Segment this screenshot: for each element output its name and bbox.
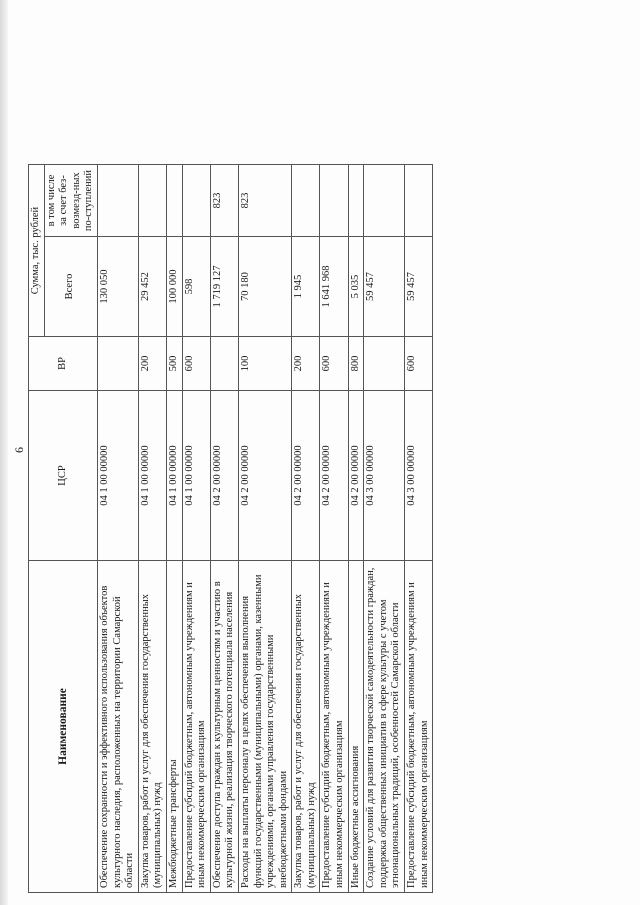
row-csr: 04 2 00 00000 [292,391,320,561]
table-row [97,165,138,893]
table-row [166,165,182,893]
row-total: 598 [182,237,210,337]
table-body [97,165,432,893]
table-row [364,165,405,893]
row-csr: 04 3 00 00000 [364,391,405,561]
header-incl: в том числе за счет без-возмезд-ных по-ступлений [44,165,97,237]
row-vr: 600 [320,337,348,391]
header-vr: ВР [29,337,98,391]
row-incl: 823 [238,165,291,237]
row-incl: 823 [210,165,238,237]
row-csr: 04 2 00 00000 [210,391,238,561]
row-vr: 600 [182,337,210,391]
row-vr [364,337,405,391]
row-incl [320,165,348,237]
table-header [29,165,98,893]
row-name: Межбюджетные трансферты [166,561,182,893]
row-incl [405,165,433,237]
row-total: 70 180 [238,237,291,337]
table-row [405,165,433,893]
row-vr: 800 [348,337,364,391]
row-incl [364,165,405,237]
row-name: Предоставление субсидий бюджетным, автономным учреждениям и иным некоммерческим организациям [320,561,348,893]
table-row [238,165,291,893]
row-csr: 04 1 00 00000 [97,391,138,561]
row-name: Иные бюджетные ассигнования [348,561,364,893]
row-incl [138,165,166,237]
row-name: Предоставление субсидий бюджетным, автономным учреждениям и иным некоммерческим организациям [182,561,210,893]
row-csr: 04 1 00 00000 [182,391,210,561]
row-csr: 04 2 00 00000 [348,391,364,561]
row-name: Обеспечение сохранности и эффективного использования объектов культурного наследия, расположенных на территории Самарской области [97,561,138,893]
row-csr: 04 2 00 00000 [238,391,291,561]
page-number: 6 [12,447,26,453]
table-row [210,165,238,893]
row-total: 1 641 968 [320,237,348,337]
row-total: 29 452 [138,237,166,337]
header-total: Всего [44,237,97,337]
table-row [348,165,364,893]
table-row [292,165,320,893]
row-incl [348,165,364,237]
row-total: 1 945 [292,237,320,337]
row-total: 59 457 [364,237,405,337]
row-vr [210,337,238,391]
row-name: Обеспечение доступа граждан к культурным ценностям и участию в культурной жизни, реализация творческого потенциала населения [210,561,238,893]
row-vr [97,337,138,391]
header-name: Наименование [29,561,98,893]
row-csr: 04 3 00 00000 [405,391,433,561]
row-name: Создание условий для развития творческой самодеятельности граждан, поддержка общественных инициатив в сфере культуры с учетом этнонациональных традиций, особенностей Самарской области [364,561,405,893]
row-vr: 500 [166,337,182,391]
row-incl [182,165,210,237]
table-row [320,165,348,893]
row-total: 5 035 [348,237,364,337]
row-vr: 200 [138,337,166,391]
row-vr: 100 [238,337,291,391]
row-incl [292,165,320,237]
table-row [182,165,210,893]
table-row [138,165,166,893]
row-vr: 200 [292,337,320,391]
row-incl [166,165,182,237]
row-vr: 600 [405,337,433,391]
row-csr: 04 2 00 00000 [320,391,348,561]
row-name: Закупка товаров, работ и услуг для обеспечения государственных (муниципальных) нужд [138,561,166,893]
header-sum-group: Сумма, тыс. рублей [29,165,45,337]
row-csr: 04 1 00 00000 [138,391,166,561]
row-total: 59 457 [405,237,433,337]
row-total: 130 050 [97,237,138,337]
header-csr: ЦСР [29,391,98,561]
row-name: Предоставление субсидий бюджетным, автономным учреждениям и иным некоммерческим организациям [405,561,433,893]
row-csr: 04 1 00 00000 [166,391,182,561]
row-total: 100 000 [166,237,182,337]
row-name: Закупка товаров, работ и услуг для обеспечения государственных (муниципальных) нужд [292,561,320,893]
budget-table [28,164,433,893]
row-incl [97,165,138,237]
row-name: Расходы на выплаты персоналу в целях обеспечения выполнения функций государственными (муниципальными) органами, казенными учреждениями, органами управления государственными внебюджетными фондами [238,561,291,893]
row-total: 1 719 127 [210,237,238,337]
